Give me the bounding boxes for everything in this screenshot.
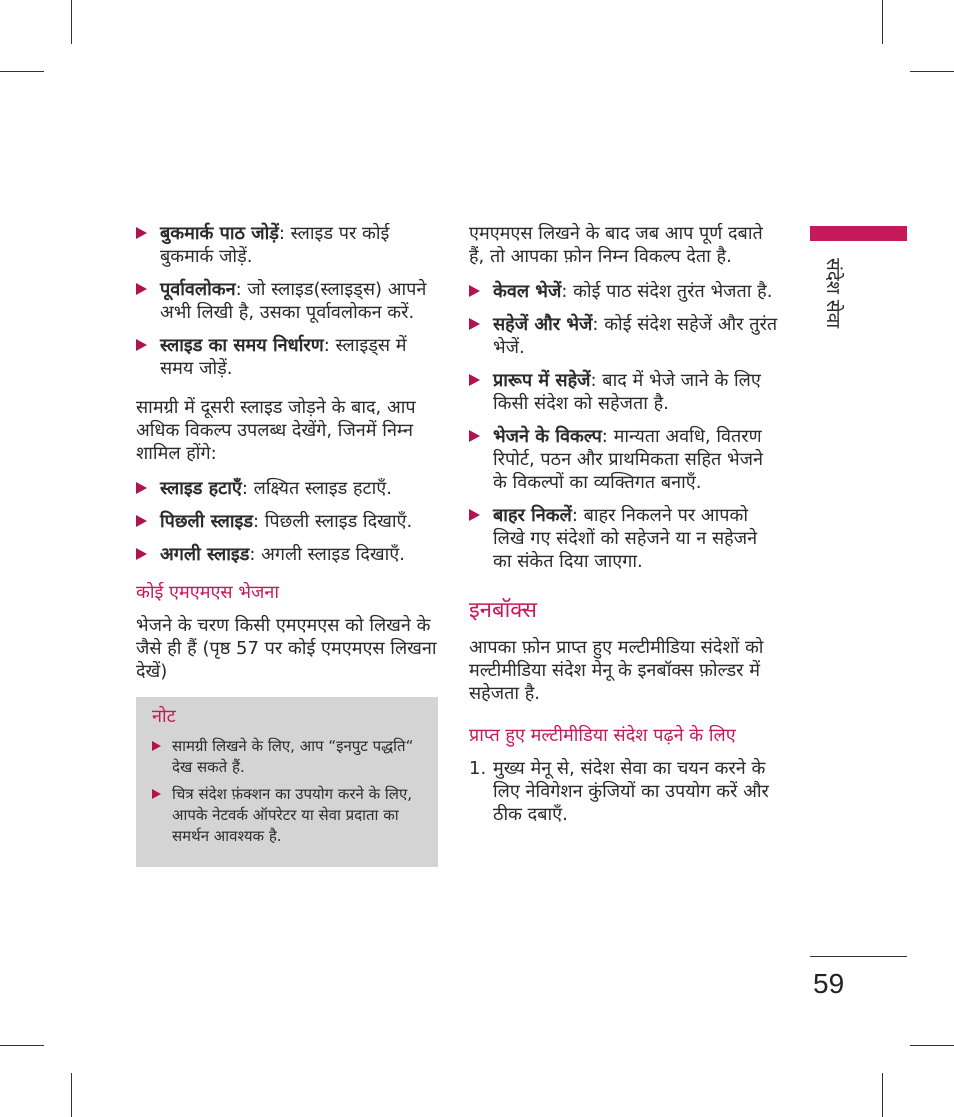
list-item — [136, 510, 438, 533]
body-paragraph: भेजने के चरण किसी एमएमएस को लिखने के जैसे ही हैं (पृष्ठ 57 पर कोई एमएमएस लिखना देखें) — [136, 615, 437, 682]
section-subheading: प्राप्त हुए मल्टीमीडिया संदेश पढ़ने के लिए — [469, 725, 736, 746]
crop-mark — [910, 71, 954, 72]
bullet-triangle-icon — [136, 482, 147, 494]
option-term: स्लाइड हटाएँ — [160, 478, 242, 499]
option-term: सहेजें और भेजें — [493, 314, 593, 335]
note-item — [152, 736, 422, 778]
list-item — [136, 334, 438, 380]
bullet-triangle-icon — [136, 515, 147, 527]
note-item — [152, 784, 422, 847]
note-title: नोट — [152, 706, 176, 727]
option-description: : जो स्लाइड(स्लाइड्स) आपने अभी लिखी है, उसका पूर्वावलोकन करें. — [160, 279, 427, 323]
bullet-triangle-icon — [136, 339, 147, 351]
option-term: पूर्वावलोकन — [160, 279, 236, 300]
option-description: : मान्यता अवधि, वितरण रिपोर्ट, पठन और प्राथमिकता सहित भेजने के विकल्पों का व्यक्तिगत बनाएँ. — [493, 426, 763, 493]
bullet-triangle-icon — [136, 283, 147, 295]
bullet-triangle-icon — [136, 227, 147, 239]
option-description: : कोई पाठ संदेश तुरंत भेजता है. — [561, 281, 773, 302]
page-number-rule — [810, 956, 907, 957]
right-column — [469, 222, 779, 826]
option-description: : कोई संदेश सहेजें और तुरंत भेजें. — [493, 314, 778, 358]
option-description: : स्लाइड पर कोई बुकमार्क जोड़ें. — [160, 223, 390, 267]
bullet-triangle-icon — [469, 374, 480, 386]
option-term: अगली स्लाइड — [160, 544, 250, 565]
bullet-triangle-icon — [469, 318, 480, 330]
step-text: मुख्य मेनू से, संदेश सेवा का चयन करने के लिए नेविगेशन कुंजियों का उपयोग करें और ठीक दबाएँ. — [493, 758, 769, 825]
option-term: स्लाइड का समय निर्धारण — [160, 335, 324, 356]
note-text: चित्र संदेश फ़ंक्शन का उपयोग करने के लिए, आपके नेटवर्क ऑपरेटर या सेवा प्रदाता का समर्थन आवश्यक है. — [172, 785, 413, 845]
bullet-triangle-icon — [152, 741, 161, 751]
crop-mark — [0, 1045, 44, 1046]
option-term: बाहर निकलें — [493, 505, 572, 526]
bullet-triangle-icon — [469, 430, 480, 442]
bullet-triangle-icon — [152, 789, 161, 799]
crop-mark — [910, 1045, 954, 1046]
body-paragraph: सामग्री में दूसरी स्लाइड जोड़ने के बाद, आप अधिक विकल्प उपलब्ध देखेंगे, जिनमें निम्न शामिल होंगे: — [136, 397, 416, 464]
list-item — [469, 313, 779, 359]
section-tab-bar — [810, 226, 907, 241]
crop-mark — [0, 71, 44, 72]
list-item — [136, 278, 438, 324]
crop-mark — [882, 1073, 883, 1117]
step-number: 1. — [469, 758, 487, 779]
list-item — [469, 504, 779, 573]
crop-mark — [882, 0, 883, 44]
left-column — [136, 222, 438, 867]
bullet-triangle-icon — [136, 548, 147, 560]
list-item — [469, 369, 779, 415]
bullet-triangle-icon — [469, 509, 480, 521]
option-term: बुकमार्क पाठ जोड़ें — [160, 223, 279, 244]
option-description: : बाद में भेजे जाने के लिए किसी संदेश को सहेजता है. — [493, 370, 761, 414]
page-number: 59 — [813, 968, 845, 999]
section-tab-label: संदेश सेवा — [822, 258, 844, 329]
numbered-step — [469, 757, 779, 826]
crop-mark — [71, 1073, 72, 1117]
option-description: : अगली स्लाइड दिखाएँ. — [249, 544, 405, 565]
option-term: भेजने के विकल्प — [493, 426, 602, 447]
option-description: : पिछली स्लाइड दिखाएँ. — [252, 511, 413, 532]
body-paragraph: एमएमएस लिखने के बाद जब आप पूर्ण दबाते हैं, तो आपका फ़ोन निम्न विकल्प देता है. — [469, 223, 763, 267]
list-item — [469, 280, 779, 303]
option-term: पिछली स्लाइड — [160, 511, 253, 532]
option-description: : लक्ष्यित स्लाइड हटाएँ. — [241, 478, 392, 499]
note-box — [136, 697, 438, 867]
list-item — [469, 425, 779, 494]
bullet-triangle-icon — [469, 285, 480, 297]
option-term: प्रारूप में सहेजें — [493, 370, 591, 391]
list-item — [136, 543, 438, 566]
list-item — [136, 477, 438, 500]
body-paragraph: आपका फ़ोन प्राप्त हुए मल्टीमीडिया संदेशों को मल्टीमीडिया संदेश मेनू के इनबॉक्स फ़ोल्डर में सहेजता है. — [469, 637, 764, 704]
option-term: केवल भेजें — [493, 281, 562, 302]
list-item — [136, 222, 438, 268]
crop-mark — [71, 0, 72, 44]
section-heading: इनबॉक्स — [469, 598, 538, 623]
section-heading: कोई एमएमएस भेजना — [136, 582, 279, 603]
option-description: : बाहर निकलने पर आपको लिखे गए संदेशों को सहेजने या न सहेजने का संकेत दिया जाएगा. — [493, 505, 758, 572]
note-text: सामग्री लिखने के लिए, आप “इनपुट पद्धति“ देख सकते हैं. — [172, 737, 414, 776]
option-description: : स्लाइड्स में समय जोड़ें. — [160, 335, 407, 379]
